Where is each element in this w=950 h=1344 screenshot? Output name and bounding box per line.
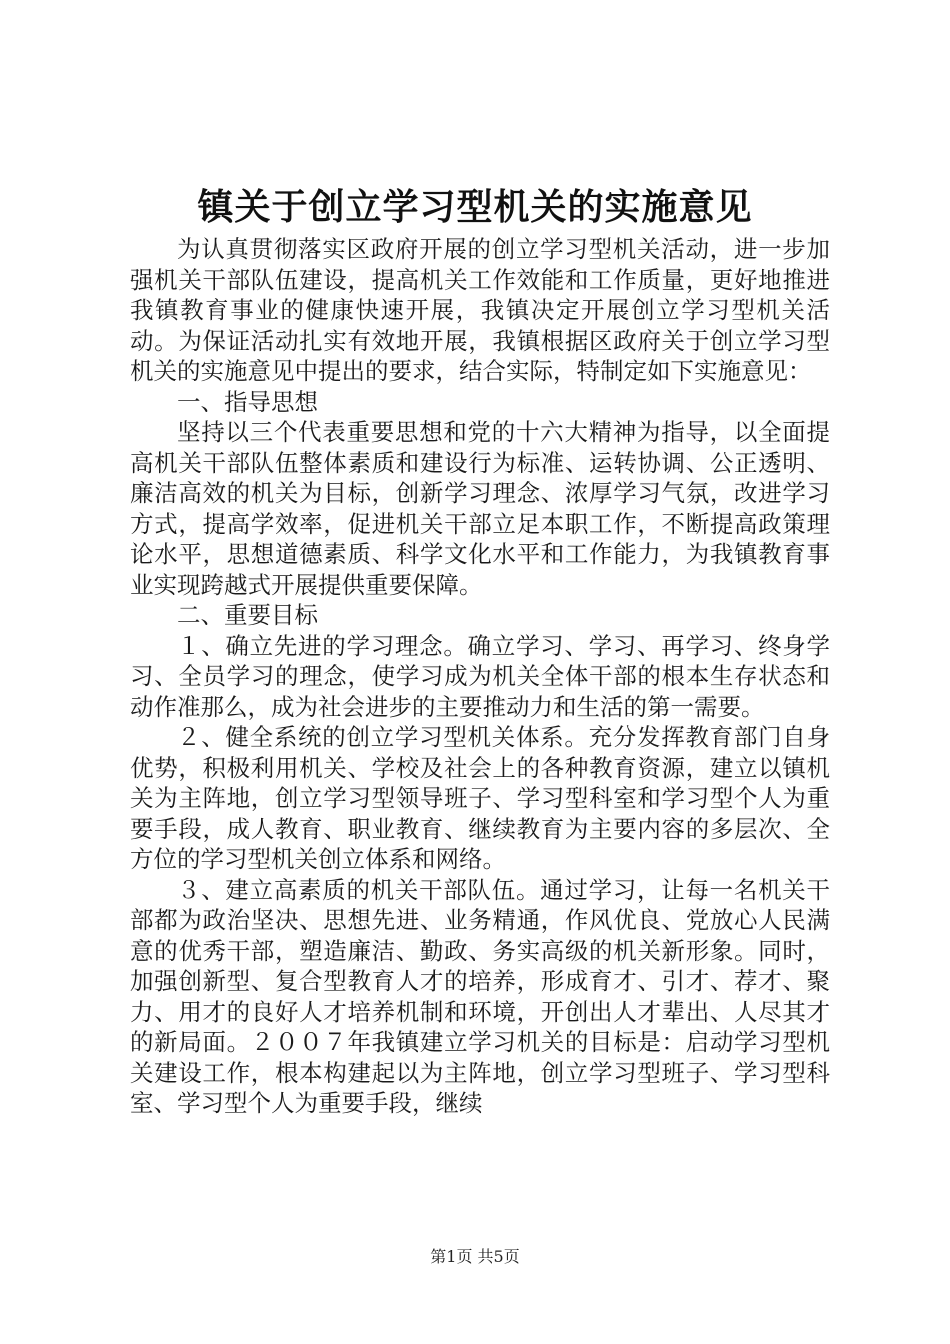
document-title: 镇关于创立学习型机关的实施意见 <box>197 187 753 228</box>
goal-1-paragraph: １、确立先进的学习理念。确立学习、学习、再学习、终身学习、全员学习的理念，使学习成为机关全体干部的根本生存状态和动作准那么，成为社会进步的主要推动力和生活的第一需要。 <box>130 631 830 721</box>
guiding-ideology-paragraph: 坚持以三个代表重要思想和党的十六大精神为指导，以全面提高机关干部队伍整体素质和建设行为标准、运转协调、公正透明、廉洁高效的机关为目标，创新学习理念、浓厚学习气氛，改进学习方式，提高学效率，促进机关干部立足本职工作，不断提高政策理论水平，思想道德素质、科学文化水平和工作能力，为我镇教育事业实现跨越式开展提供重要保障。 <box>130 418 830 599</box>
goal-3-paragraph: ３、建立高素质的机关干部队伍。通过学习，让每一名机关干部都为政治坚决、思想先进、业务精通，作风优良、党放心人民满意的优秀干部，塑造廉洁、勤政、务实高级的机关新形象。同时，加强创新型、复合型教育人才的培养，形成育才、引才、荐才、聚力、用才的良好人才培养机制和环境，开创出人才辈出、人尽其才的新局面。２００７年我镇建立学习机关的目标是：启动学习型机关建设工作，根本构建起以为主阵地，创立学习型班子、学习型科室、学习型个人为重要手段，继续 <box>130 875 830 1117</box>
page-number-footer: 第1页 共5页 <box>430 1247 520 1266</box>
intro-paragraph: 为认真贯彻落实区政府开展的创立学习型机关活动，进一步加强机关干部队伍建设，提高机关工作效能和工作质量，更好地推进我镇教育事业的健康快速开展，我镇决定开展创立学习型机关活动。为保证活动扎实有效地开展，我镇根据区政府关于创立学习型机关的实施意见中提出的要求，结合实际，特制定如下实施意见： <box>130 235 830 385</box>
document-body <box>130 234 830 1119</box>
section-heading-main-goals: 二、重要目标 <box>177 601 318 629</box>
goal-2-paragraph: ２、健全系统的创立学习型机关体系。充分发挥教育部门自身优势，积极利用机关、学校及社会上的各种教育资源，建立以镇机关为主阵地，创立学习型领导班子、学习型科室和学习型个人为重要手段，成人教育、职业教育、继续教育为主要内容的多层次、全方位的学习型机关创立体系和网络。 <box>130 723 830 873</box>
section-heading-guiding-ideology: 一、指导思想 <box>177 387 318 416</box>
